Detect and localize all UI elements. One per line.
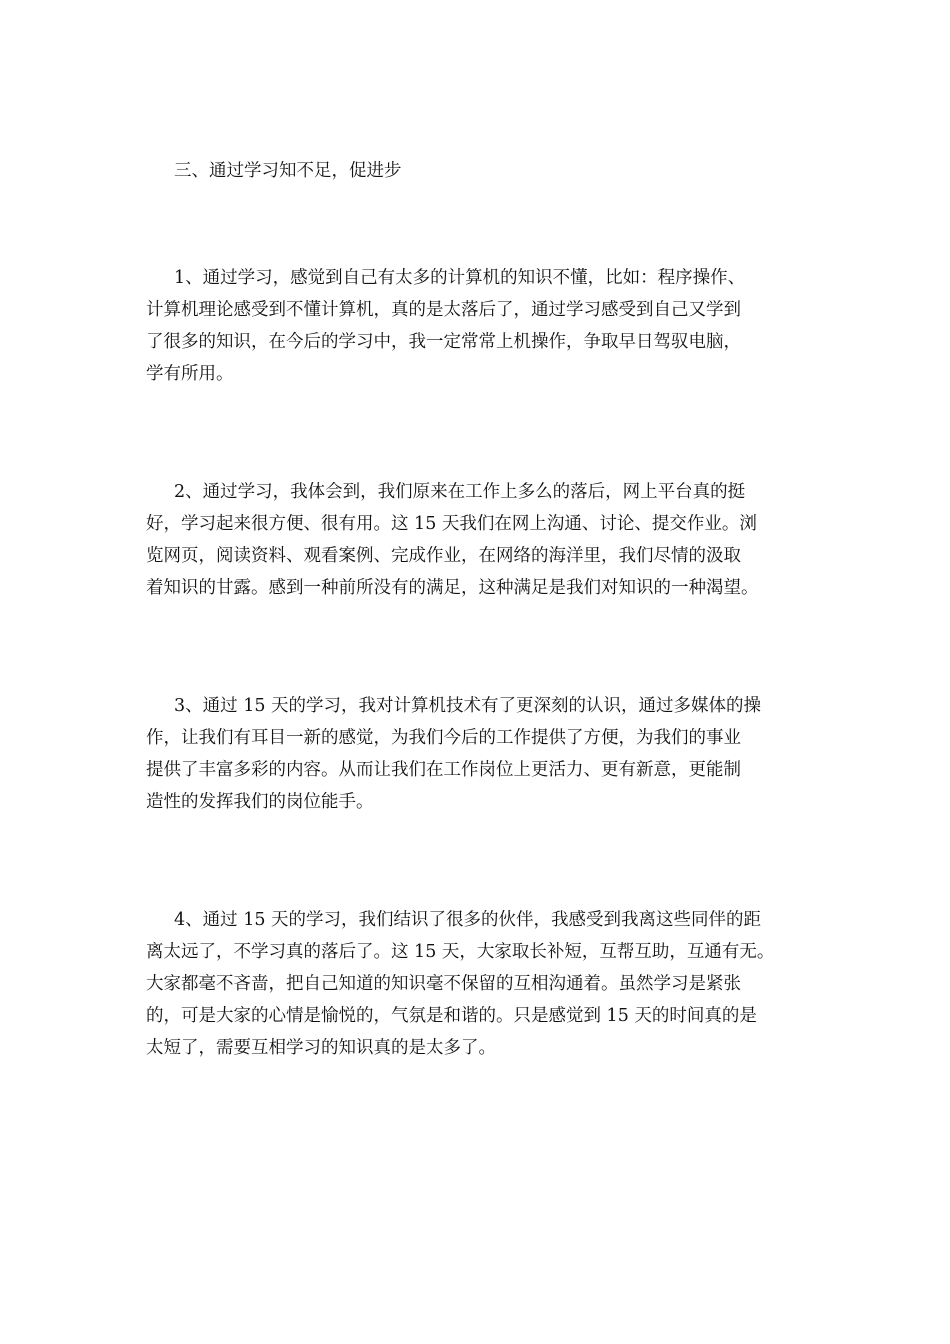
paragraph-2 [146, 476, 810, 604]
paragraph-line: 览网页，阅读资料、观看案例、完成作业，在网络的海洋里，我们尽情的汲取 [146, 546, 741, 566]
paragraph-line: 着知识的甘露。感到一种前所没有的满足，这种满足是我们对知识的一种渴望。 [146, 578, 759, 598]
paragraph-line: 离太远了，不学习真的落后了。这 15 天，大家取长补短，互帮互助，互通有无。 [146, 942, 775, 962]
paragraph-line: 的，可是大家的心情是愉悦的，气氛是和谐的。只是感觉到 15 天的时间真的是 [146, 1006, 757, 1026]
paragraph-line: 1、通过学习，感觉到自己有太多的计算机的知识不懂，比如：程序操作、 [174, 268, 746, 288]
paragraph-line: 太短了，需要互相学习的知识真的是太多了。 [146, 1038, 496, 1058]
paragraph-line: 4、通过 15 天的学习，我们结识了很多的伙伴，我感受到我离这些同伴的距 [174, 910, 762, 930]
paragraph-3 [146, 690, 810, 818]
paragraph-line: 学有所用。 [146, 364, 234, 384]
paragraph-line: 3、通过 15 天的学习，我对计算机技术有了更深刻的认识，通过多媒体的操 [174, 696, 762, 716]
paragraph-4 [146, 904, 810, 1064]
paragraph-line: 造性的发挥我们的岗位能手。 [146, 792, 374, 812]
section-heading: 三、通过学习知不足，促进步 [174, 161, 402, 181]
paragraph-line: 大家都毫不吝啬，把自己知道的知识毫不保留的互相沟通着。虽然学习是紧张 [146, 974, 741, 994]
paragraph-line: 计算机理论感受到不懂计算机，真的是太落后了，通过学习感受到自己又学到 [146, 300, 741, 320]
paragraph-line: 2、通过学习，我体会到，我们原来在工作上多么的落后，网上平台真的挺 [174, 482, 746, 502]
paragraph-line: 了很多的知识，在今后的学习中，我一定常常上机操作，争取早日驾驭电脑， [146, 332, 741, 352]
paragraph-line: 作，让我们有耳目一新的感觉，为我们今后的工作提供了方便，为我们的事业 [146, 728, 741, 748]
paragraph-line: 提供了丰富多彩的内容。从而让我们在工作岗位上更活力、更有新意，更能制 [146, 760, 741, 780]
paragraph-1 [146, 262, 810, 390]
paragraph-line: 好，学习起来很方便、很有用。这 15 天我们在网上沟通、讨论、提交作业。浏 [146, 514, 757, 534]
